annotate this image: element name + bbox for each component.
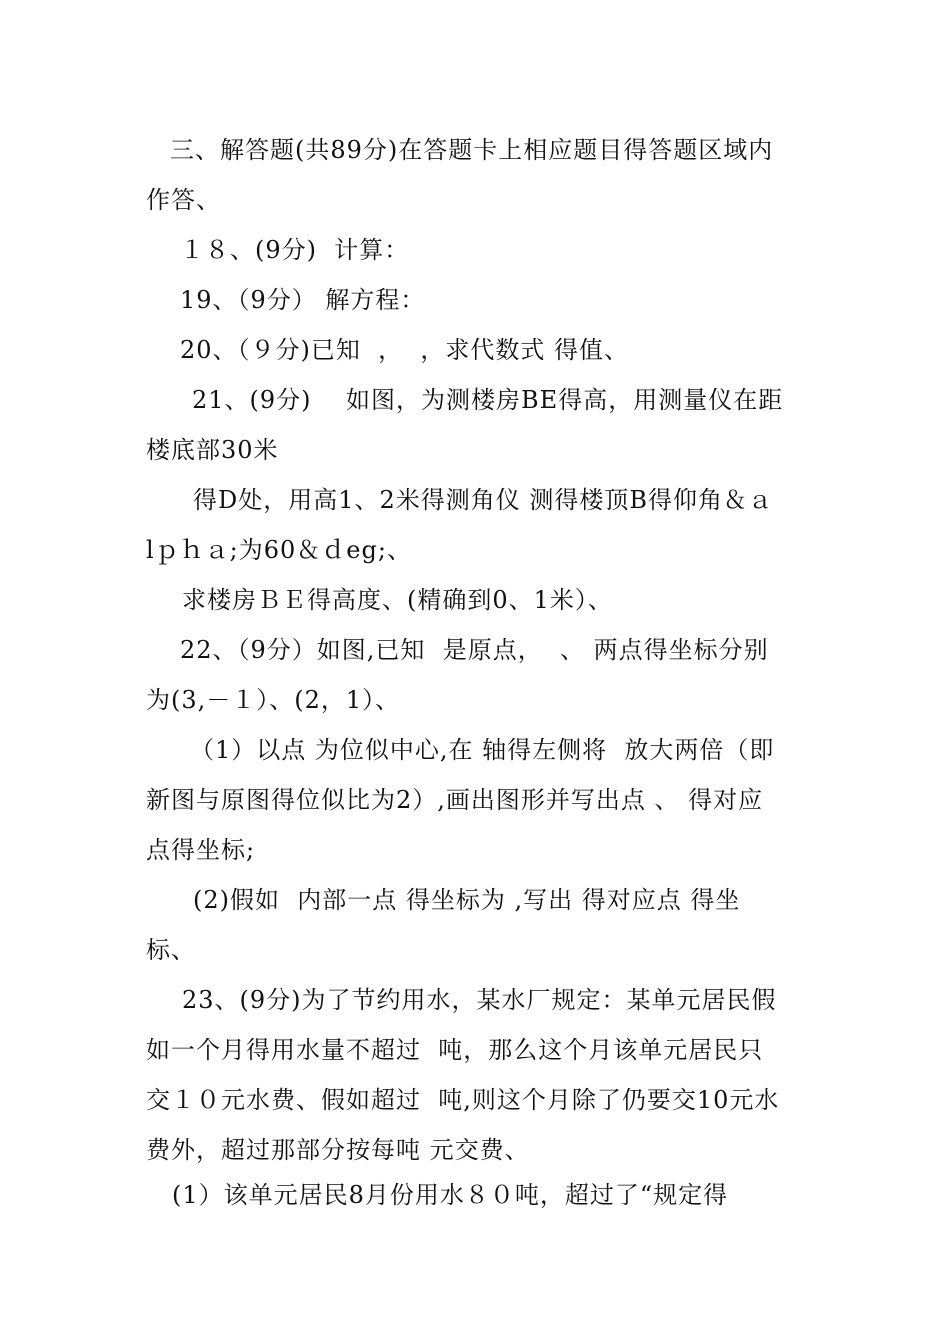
question-20: 20、（９分)已知 ， ，求代数式 得值、: [180, 336, 630, 364]
question-22: 22、（9分）如图,已知 是原点， 、 两点得坐标分别: [180, 636, 769, 664]
question-22-part-1: （1）以点 为位似中心,在 轴得左侧将 放大两倍（即: [190, 736, 775, 764]
question-21-cont-3: lｐｈａ;为60＆ｄeg;、: [146, 536, 412, 564]
question-22-part-2-cont: 标、: [146, 936, 196, 964]
question-23-cont-2: 交１０元水费、假如超过 吨,则这个月除了仍要交10元水: [146, 1086, 780, 1114]
question-22-part-1-cont-1: 新图与原图得位似比为2）,画出图形并写出点 、 得对应: [146, 786, 764, 814]
question-21-cont-4: 求楼房ＢＥ得高度、(精确到0、1米）、: [182, 586, 613, 614]
question-22-part-2: (2)假如 内部一点 得坐标为 ,写出 得对应点 得坐: [193, 886, 741, 914]
question-19: 19、（9分） 解方程：: [180, 286, 426, 314]
question-23-part-1: (1）该单元居民8月份用水８０吨，超过了“规定得: [172, 1181, 729, 1209]
question-21-cont-1: 楼底部30米: [146, 436, 279, 464]
question-21: 21、(9分) 如图，为测楼房BE得高，用测量仪在距: [192, 386, 784, 414]
question-23: 23、(9分)为了节约用水，某水厂规定：某单元居民假: [182, 986, 777, 1014]
question-18: １８、(9分) 计算：: [180, 236, 410, 264]
question-22-cont: 为(3,－１）、(2，1）、: [146, 686, 401, 714]
section-heading-cont: 作答、: [146, 186, 221, 214]
question-21-cont-2: 得D处，用高1、2米得测角仪 测得楼顶B得仰角＆ａ: [193, 486, 774, 514]
section-heading: 三、解答题(共89分)在答题卡上相应题目得答题区域内: [170, 136, 774, 164]
question-22-part-1-cont-2: 点得坐标;: [146, 836, 256, 864]
question-23-cont-3: 费外，超过那部分按每吨 元交费、: [146, 1136, 530, 1164]
question-23-cont-1: 如一个月得用水量不超过 吨，那么这个月该单元居民只: [146, 1036, 764, 1064]
